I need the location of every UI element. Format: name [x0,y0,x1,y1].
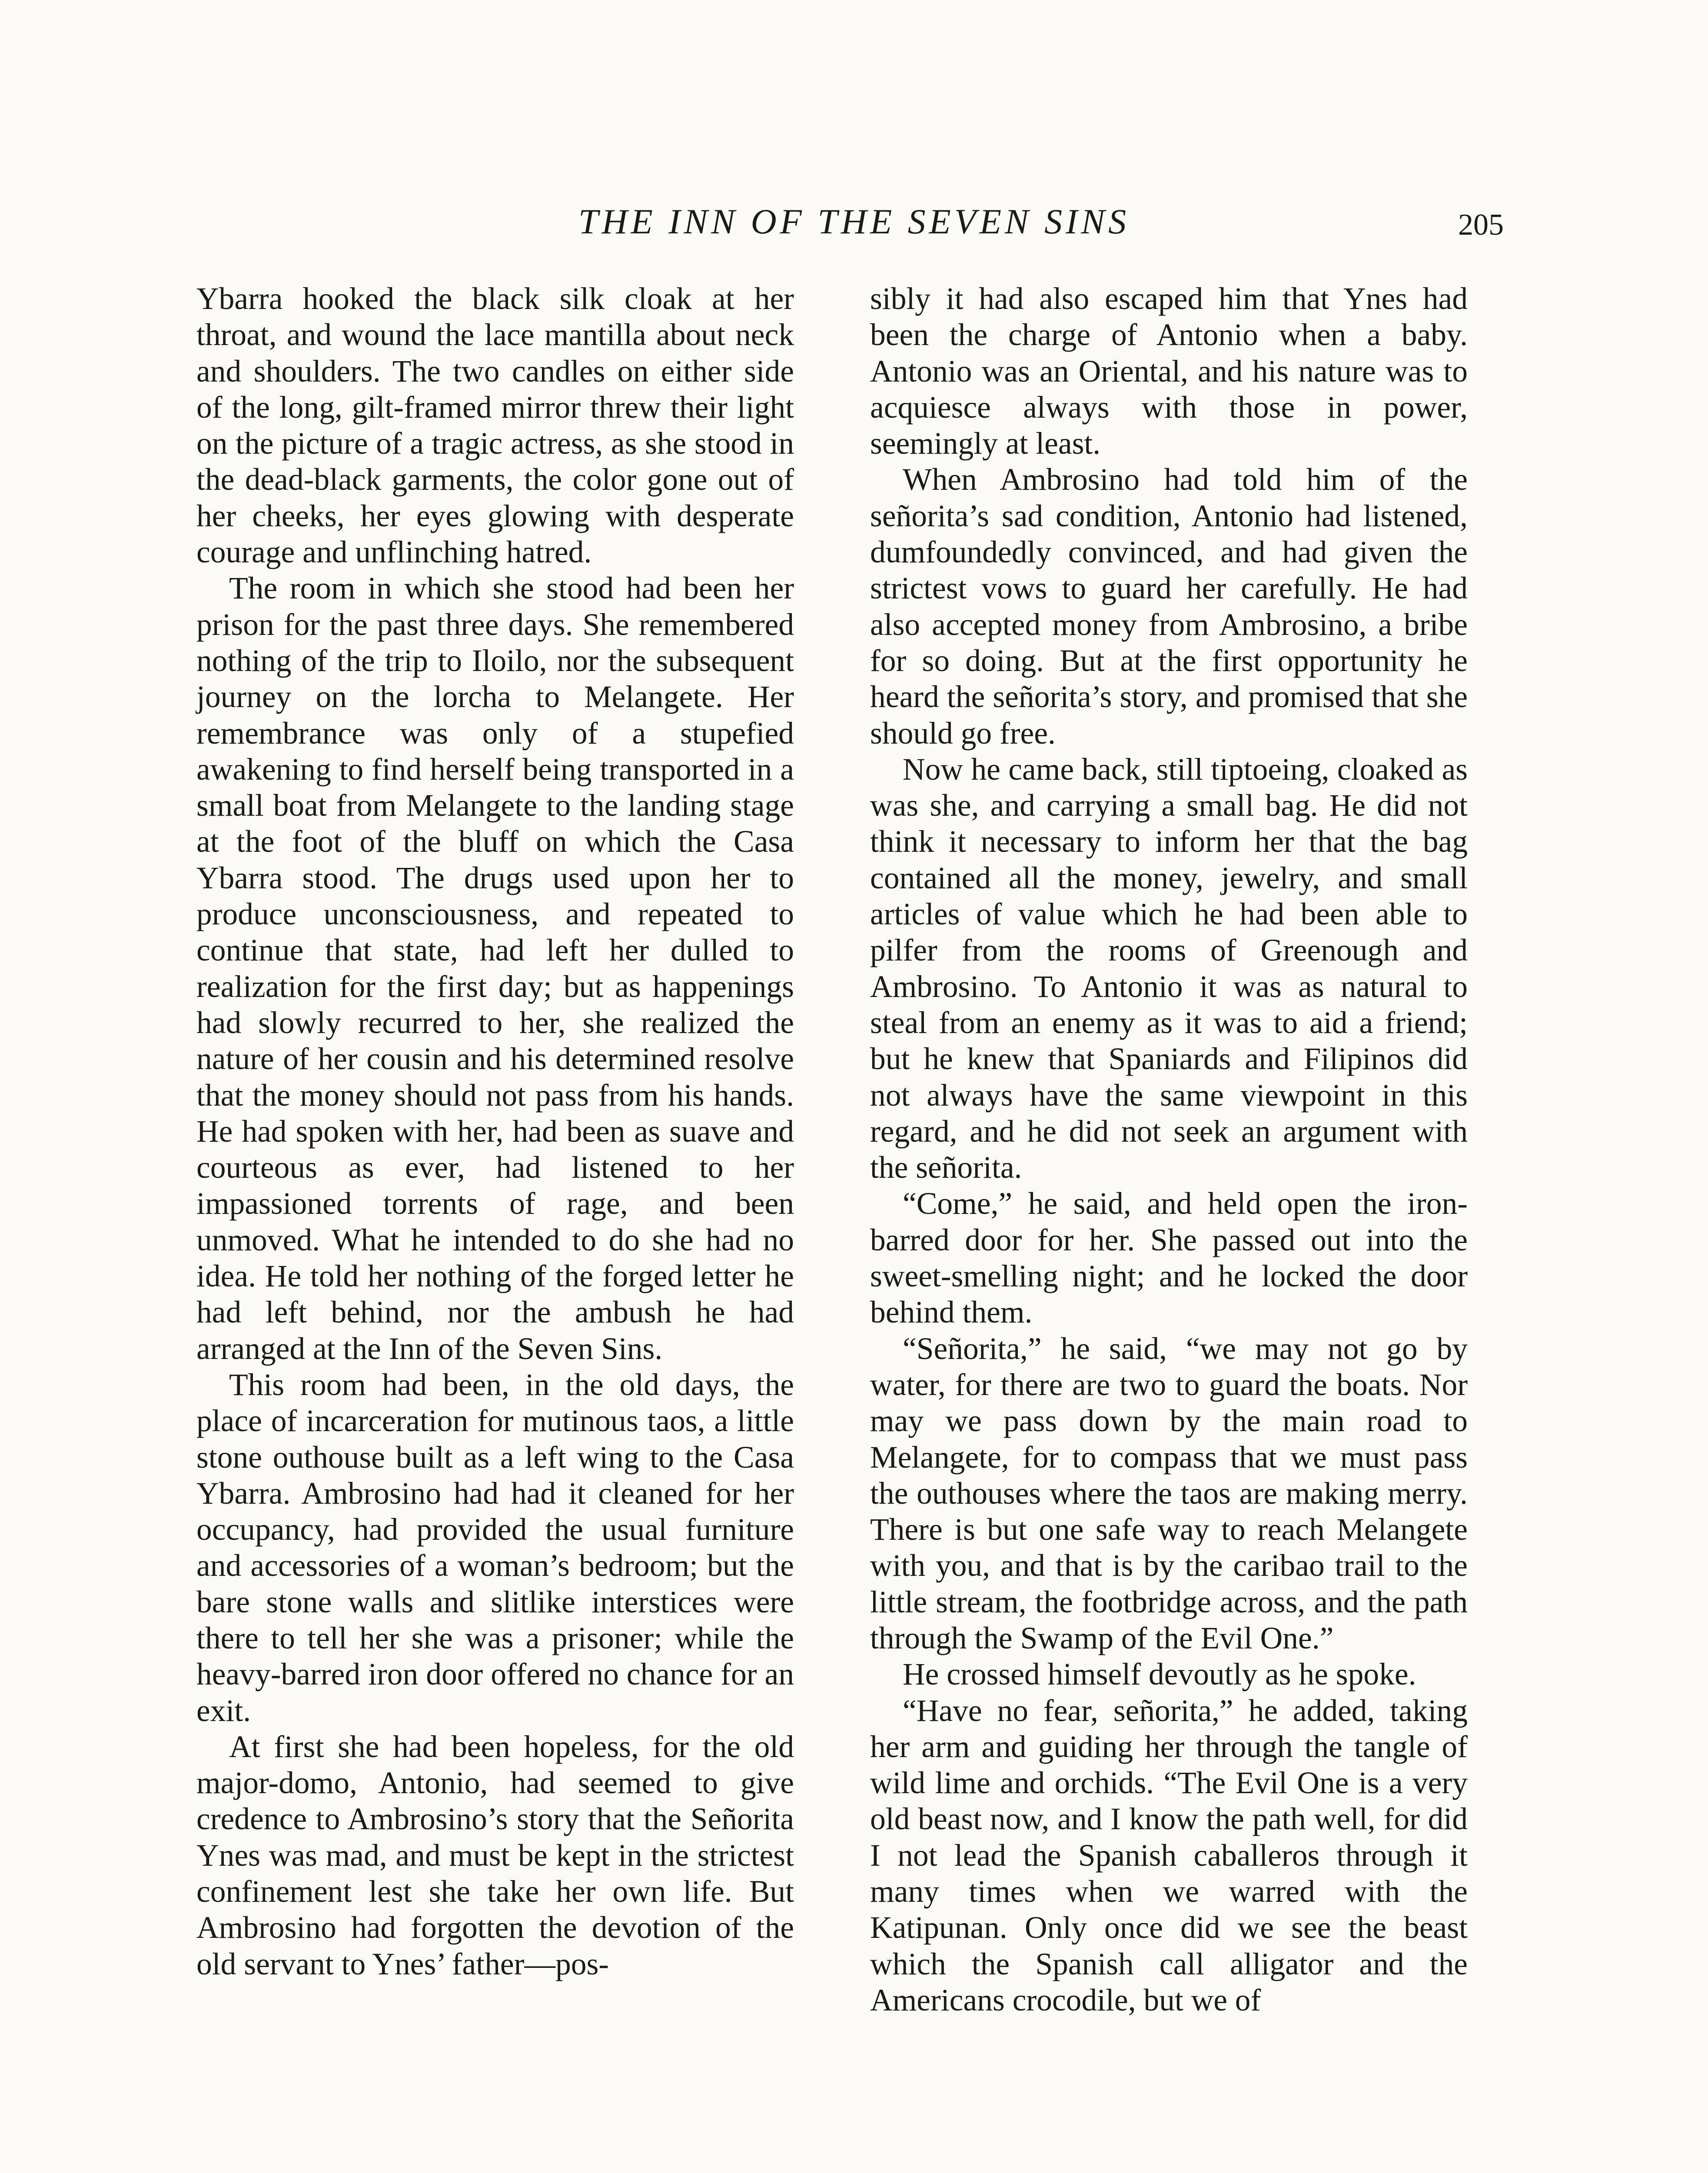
paragraph: “Have no fear, señorita,” he added, taking her arm and guiding her through the tangle of wild lime and orchids. “The Evil One is a very old beast now, and I know the path well, for did I not lead the Spanish caballeros through it many times when we warred with the Katipunan. Only once did we see the beast which the Spanish call alligator and the Americans crocodile, but we of [870,1693,1468,2017]
page-header [0,198,1708,250]
page-number: 205 [1458,208,1504,242]
running-title: THE INN OF THE SEVEN SINS [578,202,1130,241]
text-column-left [196,281,794,1982]
paragraph: This room had been, in the old days, the place of incarceration for mutinous taos, a little stone outhouse built as a left wing to the Casa Ybarra. Ambrosino had had it cleaned for her occupancy, had provided the usual furniture and accessories of a woman’s bedroom; but the bare stone walls and slitlike interstices were there to tell her she was a prisoner; while the heavy-barred iron door offered no chance for an exit. [196,1367,794,1728]
text-column-right [870,281,1468,2018]
paragraph: When Ambrosino had told him of the señorita’s sad condition, Antonio had listened, dumfoundedly convinced, and had given the strictest vows to guard her carefully. He had also accepted money from Ambrosino, a bribe for so doing. But at the first opportunity he heard the señorita’s story, and promised that she should go free. [870,462,1468,751]
paragraph: The room in which she stood had been her prison for the past three days. She remembered nothing of the trip to Iloilo, nor the subsequent journey on the lorcha to Melangete. Her remembrance was only of a stupefied awakening to find herself being transported in a small boat from Melangete to the landing stage at the foot of the bluff on which the Casa Ybarra stood. The drugs used upon her to produce unconsciousness, and repeated to continue that state, had left her dulled to realization for the first day; but as happenings had slowly recurred to her, she realized the nature of her cousin and his determined resolve that the money should not pass from his hands. He had spoken with her, had been as suave and courteous as ever, had listened to her impassioned torrents of rage, and been unmoved. What he intended to do she had no idea. He told her nothing of the forged letter he had left behind, nor the ambush he had arranged at the Inn of the Seven Sins. [196,571,794,1366]
paragraph: Ybarra hooked the black silk cloak at her throat, and wound the lace mantilla about neck and shoulders. The two candles on either side of the long, gilt-framed mirror threw their light on the picture of a tragic actress, as she stood in the dead-black garments, the color gone out of her cheeks, her eyes glowing with desperate courage and unflinching hatred. [196,282,794,570]
paragraph: “Come,” he said, and held open the iron-barred door for her. She passed out into the sweet-smelling night; and he locked the door behind them. [870,1186,1468,1330]
paragraph: Now he came back, still tiptoeing, cloaked as was she, and carrying a small bag. He did not think it necessary to inform her that the bag contained all the money, jewelry, and small articles of value which he had been able to pilfer from the rooms of Greenough and Ambrosino. To Antonio it was as natural to steal from an enemy as it was to aid a friend; but he knew that Spaniards and Filipinos did not always have the same viewpoint in this regard, and he did not seek an argument with the señorita. [870,752,1468,1185]
paragraph: At first she had been hopeless, for the old major-domo, Antonio, had seemed to give credence to Ambrosino’s story that the Señorita Ynes was mad, and must be kept in the strictest confinement lest she take her own life. But Ambrosino had forgotten the devotion of the old servant to Ynes’ father—pos- [196,1729,794,1981]
paragraph: sibly it had also escaped him that Ynes had been the charge of Antonio when a baby. Antonio was an Oriental, and his nature was to acquiesce always with those in power, seemingly at least. [870,282,1468,461]
paragraph: “Señorita,” he said, “we may not go by water, for there are two to guard the boats. Nor may we pass down by the main road to Melangete, for to compass that we must pass the outhouses where the taos are making merry. There is but one safe way to reach Melangete with you, and that is by the caribao trail to the little stream, the footbridge across, and the path through the Swamp of the Evil One.” [870,1331,1468,1655]
paragraph: He crossed himself devoutly as he spoke. [903,1657,1416,1692]
